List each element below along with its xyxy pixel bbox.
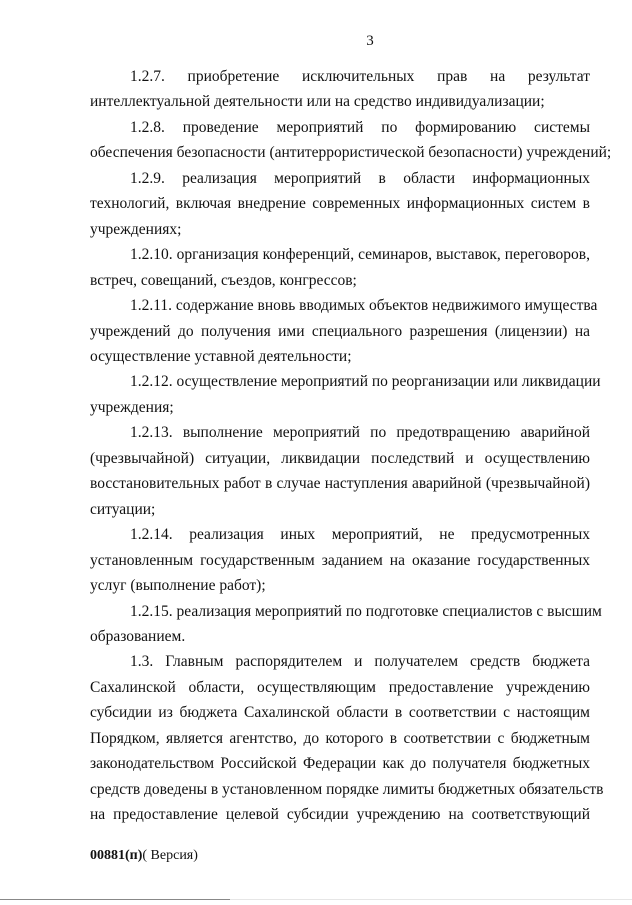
text-line: 1.2.14. реализация иных мероприятий, не предусмотренных (130, 526, 590, 544)
text-line: интеллектуальной деятельности или на средство индивидуализации; (90, 93, 545, 111)
text-line: встреч, совещаний, съездов, конгрессов; (90, 271, 357, 289)
text-line: законодательством Российской Федерации как до получателя бюджетных (90, 755, 590, 773)
paragraph (90, 522, 590, 598)
text-line: 1.2.9. реализация мероприятий в области информационных (130, 169, 590, 187)
text-line: технологий, включая внедрение современных информационных систем в (90, 195, 590, 213)
text-line: 1.2.7. приобретение исключительных прав на результат (130, 68, 590, 85)
text-line: 1.2.13. выполнение мероприятий по предотвращению аварийной (130, 424, 590, 442)
document-body (90, 64, 612, 828)
text-line: ситуации; (90, 500, 156, 518)
document-code: 00881(п) (90, 848, 143, 863)
paragraph (90, 599, 602, 650)
text-line: услуг (выполнение работ); (90, 577, 266, 595)
text-line: Сахалинской области, осуществляющим предоставление учреждению (90, 678, 590, 696)
text-line: 1.2.12. осуществление мероприятий по реорганизации или ликвидации (130, 373, 601, 391)
text-line: учреждениях; (90, 220, 182, 238)
bottom-rule-faint (230, 899, 632, 900)
text-line: осуществление уставной деятельности; (90, 347, 352, 365)
bottom-rule (0, 899, 230, 900)
paragraph (90, 115, 612, 166)
text-line: установленным государственным заданием на оказание государственных (90, 551, 590, 569)
text-line: 1.2.11. содержание вновь вводимых объектов недвижимого имущества (130, 297, 598, 315)
text-line: восстановительных работ в случае наступления аварийной (чрезвычайной) (90, 475, 590, 493)
paragraph (90, 369, 601, 420)
text-line: на предоставление целевой субсидии учреждению на соответствующий (90, 806, 590, 824)
text-line: 1.2.10. организация конференций, семинаров, выставок, переговоров, (130, 246, 590, 264)
document-footer (90, 848, 198, 864)
paragraph (90, 166, 590, 242)
text-line: Порядком, является агентство, до которого в соответствии с бюджетным (90, 729, 590, 747)
text-line: учреждения; (90, 398, 174, 416)
text-line: субсидии из бюджета Сахалинской области в соответствии с настоящим (90, 704, 590, 722)
paragraph (90, 64, 590, 115)
paragraph (90, 420, 590, 522)
document-version: ( Версия) (142, 848, 198, 863)
text-line: (чрезвычайной) ситуации, ликвидации последствий и осуществлению (90, 449, 590, 467)
paragraph (90, 293, 598, 369)
text-line: 1.3. Главным распорядителем и получателем средств бюджета (130, 653, 590, 671)
paragraph (90, 649, 604, 827)
text-line: образованием. (90, 627, 186, 645)
text-line: средств доведены в установленном порядке лимиты бюджетных обязательств (90, 780, 604, 798)
text-line: 1.2.15. реализация мероприятий по подготовке специалистов с высшим (130, 602, 602, 620)
text-line: 1.2.8. проведение мероприятий по формированию системы (130, 118, 590, 136)
page-number: 3 (366, 33, 374, 49)
text-line: учреждений до получения ими специального разрешения (лицензии) на (90, 322, 590, 340)
text-line: обеспечения безопасности (антитеррористической безопасности) учреждений; (90, 144, 612, 162)
paragraph (90, 242, 590, 293)
